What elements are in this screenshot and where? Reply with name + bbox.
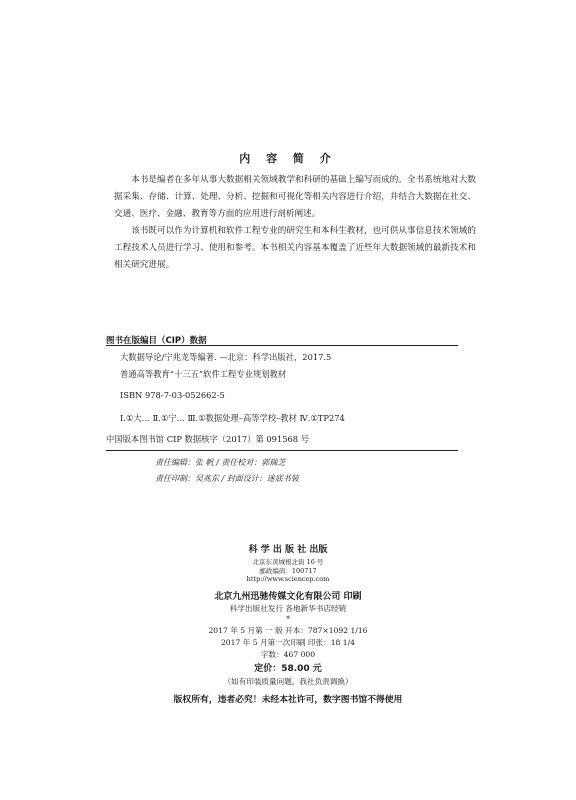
edition-line-1: 2017 年 5 月第 一 版 开本：787×1092 1/16 (208, 626, 368, 635)
publisher-name: 科 学 出 版 社 出版 (248, 545, 328, 555)
credits-line-2: 责任印制：吴兆东 / 封面设计：迷底书装 (155, 474, 299, 483)
intro-text (114, 172, 476, 274)
price: 定价：58.00 元 (254, 664, 322, 674)
separator-star: * (286, 614, 290, 623)
intro-paragraph-1: 本书是编者在多年从事大数据相关领域教学和科研的基础上编写而成的。全书系统地对大数据采集、存储、计算、处理、分析、挖掘和可视化等相关内容进行介绍，并结合大数据在社交、交通、医疗、金融、教育等方面的应用进行剖析阐述。 (114, 175, 476, 219)
cip-line-3: ISBN 978-7-03-052662-5 (120, 390, 225, 400)
cip-line-2: 普通高等教育“十三五”软件工程专业规划教材 (120, 369, 287, 379)
edition-line-2: 2017 年 5 月第一次印刷 印张：18 1/4 (220, 638, 356, 647)
printer-name: 北京九州迅驰传媒文化有限公司 印刷 (214, 592, 362, 602)
credits-line-1: 责任编辑：张 帆 / 责任校对：郭瑞芝 (155, 458, 286, 467)
cip-bottom-rule (106, 450, 458, 451)
publisher-address: 北京东黄城根北街 16 号 (252, 558, 324, 566)
publisher-url: http://www.sciencep.com (246, 575, 330, 583)
cip-heading: 图书在版编目（CIP）数据 (106, 336, 207, 346)
quality-notice: （如有印装质量问题，我社负责调换） (223, 677, 353, 686)
cip-line-4: Ⅰ.①大… Ⅱ.①宁… Ⅲ.①数据处理–高等学校–教材 Ⅳ.①TP274 (120, 413, 345, 423)
intro-title: 内 容 简 介 (239, 152, 337, 165)
intro-paragraph-2: 该书既可以作为计算机和软件工程专业的研究生和本科生教材，也可供从事信息技术领域的工程技术人员进行学习、使用和参考。本书相关内容基本覆盖了近些年大数据领域的最新技术和相关研究进展。 (114, 226, 476, 270)
rights-notice: 版权所有，违者必究！未经本社许可，数字图书馆不得使用 (173, 695, 403, 705)
cip-line-1: 大数据导论/宁兆龙等编著. —北京：科学出版社，2017.5 (120, 352, 332, 362)
publisher-postcode: 邮政编码：100717 (259, 567, 317, 575)
cip-line-5: 中国版本图书馆 CIP 数据核字（2017）第 091568 号 (106, 434, 309, 444)
word-count: 字数：467 000 (260, 650, 316, 659)
cip-top-rule (106, 345, 458, 346)
distribution-line: 科学出版社发行 各地新华书店经销 (229, 604, 347, 613)
